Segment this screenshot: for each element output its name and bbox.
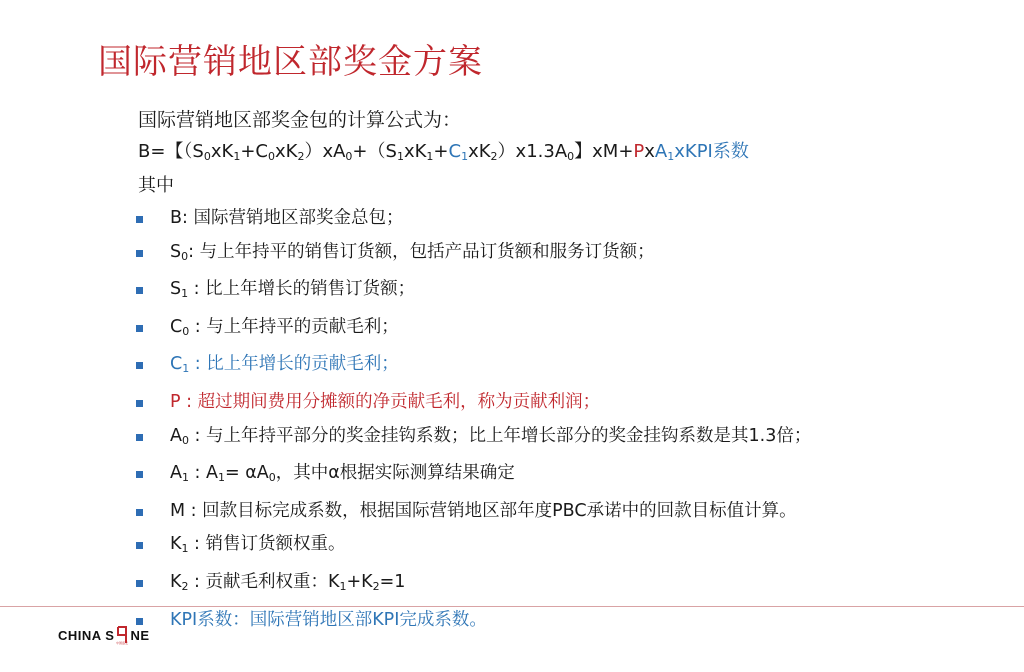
- subscript: 0: [345, 150, 353, 163]
- subscript: 1: [182, 362, 190, 376]
- text-run: +（S: [352, 141, 397, 162]
- text-run: +K: [346, 571, 373, 592]
- bullet-square-icon: [136, 471, 143, 478]
- subscript: 2: [490, 150, 498, 163]
- text-run: S: [170, 241, 182, 262]
- bullet-square-icon: [136, 509, 143, 516]
- text-run: K: [170, 571, 182, 592]
- subscript: 1: [426, 150, 434, 163]
- logo-mark-icon: [115, 625, 129, 645]
- text-run: KPI系数：国际营销地区部KPI完成系数。: [170, 609, 487, 630]
- text-run: B: 国际营销地区部奖金总包；: [170, 208, 404, 228]
- subscript: 0: [267, 150, 275, 163]
- list-item: [136, 236, 998, 274]
- text-run: A: [654, 141, 668, 162]
- list-item: [136, 202, 998, 236]
- text-run: : 与上年持平的贡献毛利；: [189, 316, 399, 337]
- text-run: K: [170, 534, 182, 555]
- subscript: 0: [181, 433, 189, 447]
- text-run: xK: [403, 141, 427, 162]
- list-item: [136, 604, 998, 638]
- subscript: 2: [181, 579, 189, 593]
- text-run: +: [433, 141, 449, 162]
- subscript: 1: [461, 150, 469, 163]
- text-run: : A: [188, 463, 218, 484]
- bullet-square-icon: [136, 542, 143, 549]
- list-item: [136, 348, 998, 386]
- subscript: 0: [182, 324, 190, 338]
- subscript: 1: [396, 150, 404, 163]
- list-item: [136, 457, 998, 495]
- text-run: xK: [210, 141, 234, 162]
- subscript: 1: [233, 150, 241, 163]
- bullet-square-icon: [136, 287, 143, 294]
- text-run: =1: [379, 571, 406, 592]
- logo-text-right: NE: [130, 627, 150, 643]
- bullet-square-icon: [136, 250, 143, 257]
- logo-mark-text: 中国盛安: [116, 641, 129, 645]
- intro-text: 国际营销地区部奖金包的计算公式为：: [138, 109, 462, 131]
- text-run: A: [170, 425, 182, 446]
- text-run: : 比上年增长的贡献毛利；: [189, 354, 399, 375]
- bullet-square-icon: [136, 362, 143, 369]
- subscript: 0: [567, 150, 575, 163]
- list-item: [136, 386, 998, 420]
- subscript: 1: [181, 542, 189, 556]
- variable-list: [138, 202, 998, 637]
- list-item: [136, 495, 998, 529]
- text-run: ）x1.3A: [497, 141, 568, 162]
- subscript: 0: [181, 249, 189, 263]
- text-run: xKPI系数: [674, 141, 749, 162]
- text-run: xK: [468, 141, 491, 162]
- logo-text-left: CHINA S: [58, 627, 115, 643]
- list-item: [136, 273, 998, 311]
- bullet-square-icon: [136, 216, 143, 223]
- bullet-square-icon: [136, 434, 143, 441]
- subscript: 1: [181, 471, 189, 485]
- text-run: C: [170, 316, 183, 337]
- list-item: [136, 311, 998, 349]
- slide-body: [138, 104, 998, 637]
- subscript: 1: [667, 150, 675, 163]
- text-run: : 与上年持平部分的奖金挂钩系数；比上年增长部分的奖金挂钩系数是其1.3倍；: [188, 425, 812, 446]
- list-item: [136, 566, 998, 604]
- text-run: 】xM+: [574, 141, 634, 162]
- bonus-formula: [138, 137, 998, 172]
- subscript: 0: [268, 471, 276, 485]
- subscript: 2: [297, 150, 305, 163]
- text-run: C: [448, 141, 462, 162]
- text-run: : 与上年持平的销售订货额，包括产品订货额和服务订货额；: [188, 241, 655, 262]
- subscript: 0: [203, 150, 211, 163]
- text-run: : 比上年增长的销售订货额；: [188, 279, 416, 300]
- text-run: ，其中α根据实际测算结果确定: [275, 463, 515, 484]
- text-run: M : 回款目标完成系数，根据国际营销地区部年度PBC承诺中的回款目标值计算。: [170, 500, 797, 521]
- subscript: 1: [181, 287, 189, 301]
- text-run: : 贡献毛利权重：K: [188, 571, 340, 592]
- footer-divider: [0, 606, 1024, 607]
- subscript: 2: [372, 579, 380, 593]
- text-run: S: [170, 279, 182, 300]
- text-run: x: [644, 141, 655, 162]
- text-run: B=【（S: [138, 141, 204, 162]
- slide-title: 国际营销地区部奖金方案: [98, 42, 483, 82]
- text-run: = αA: [224, 463, 269, 484]
- text-run: ）xA: [304, 141, 346, 162]
- text-run: +C: [240, 141, 268, 162]
- company-logo: [58, 624, 150, 646]
- list-item: [136, 528, 998, 566]
- subscript: 1: [217, 471, 225, 485]
- text-run: A: [170, 463, 182, 484]
- list-item: [136, 420, 998, 458]
- text-run: P : 超过期间费用分摊额的净贡献毛利，称为贡献利润；: [170, 391, 601, 412]
- where-label: 其中: [138, 175, 174, 196]
- text-run: xK: [274, 141, 298, 162]
- text-run: : 销售订货额权重。: [188, 534, 346, 555]
- bullet-square-icon: [136, 400, 143, 407]
- subscript: 1: [339, 579, 347, 593]
- text-run: P: [633, 141, 645, 162]
- bullet-square-icon: [136, 580, 143, 587]
- bullet-square-icon: [136, 325, 143, 332]
- text-run: C: [170, 354, 183, 375]
